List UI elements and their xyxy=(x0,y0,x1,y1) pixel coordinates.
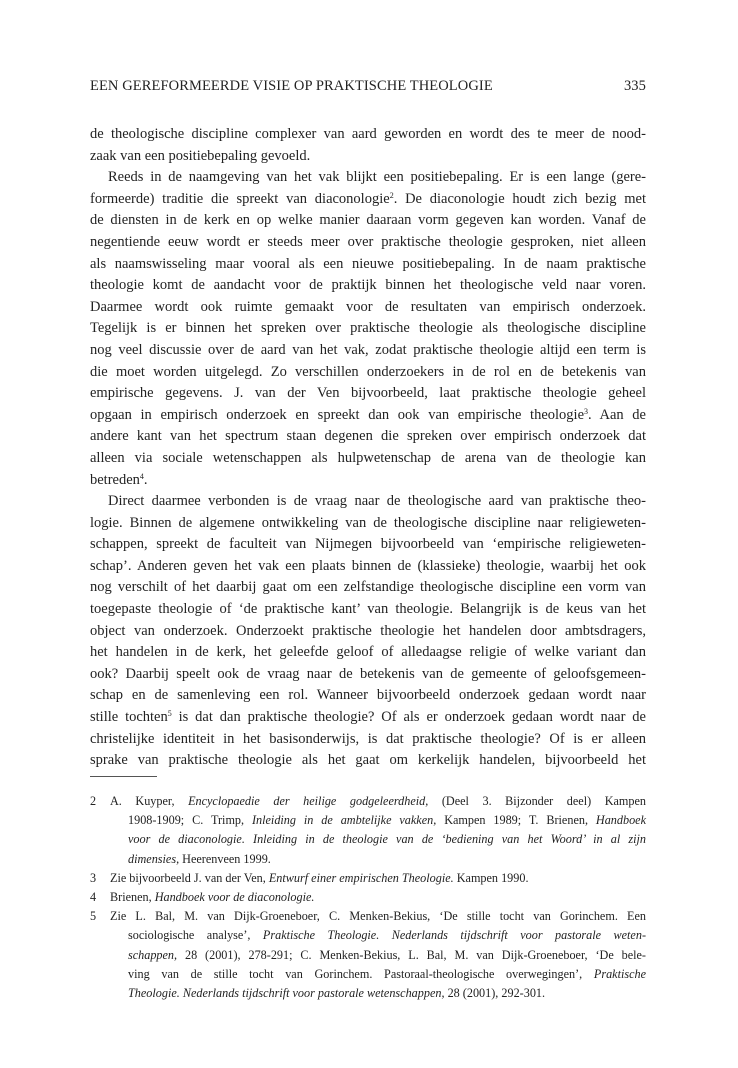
body-line: sprake van praktische theologie als het gaat om kerkelijk handelen, bijvoorbeeld het xyxy=(90,752,646,769)
body-line: het handelen in de kerk, het geleefde geloof of alledaagse religie of welke variant dan xyxy=(90,644,646,661)
body-line: object van onderzoek. Onderzoekt praktische theologie het handelen door ambtsdragers, xyxy=(90,622,646,639)
body-text xyxy=(90,124,646,772)
body-line: betreden$^4$. xyxy=(90,471,148,488)
body-line: ook? Daarbij speelt ook de vraag naar de betekenis van de gemeente of geloofsgemeen- xyxy=(90,665,646,682)
footnote-text: A. Kuyper, Encyclopaedie der heilige godgeleerdheid, (Deel 3. Bijzonder deel) Kampen xyxy=(110,794,646,808)
footnote-ref: 5 xyxy=(167,709,172,719)
body-line: schap’. Anderen geven het vak een plaats binnen de (klassieke) theologie, waarbij het ook xyxy=(90,557,646,574)
footnote-line xyxy=(90,888,646,907)
footnote-text: Theologie. Nederlands tijdschrift voor pastorale wetenschappen, 28 (2001), 292-301. xyxy=(128,985,546,1000)
footnote-text: voor de diaconologie. Inleiding in de theologie van de ‘bediening van het Woord’ in al zijn xyxy=(128,832,646,847)
body-line: empirische gegevens. J. van der Ven bijvoorbeeld, laat praktische theologie geheel xyxy=(90,385,646,402)
footnote-ref: 3 xyxy=(584,406,589,416)
footnote-line xyxy=(90,907,646,926)
footnote-line xyxy=(90,792,646,811)
body-line: Tegelijk is er binnen het spreken over praktische theologie als theologische discipline xyxy=(90,320,646,337)
footnote-line xyxy=(90,965,646,984)
running-head xyxy=(90,78,646,98)
page-number: 335 xyxy=(623,78,646,94)
body-line: schappen, spreekt de faculteit van Nijmegen bijvoorbeeld van ‘empirische religieweten- xyxy=(90,536,646,553)
body-line: christelijke identiteit in het basisonderwijs, is dat praktische theologie? Of is er alleen xyxy=(90,730,646,747)
body-line: negentiende eeuw wordt er steeds meer over praktische theologie gesproken, niet alleen xyxy=(90,233,646,250)
body-line: Direct daarmee verbonden is de vraag naar de theologische aard van praktische theo- xyxy=(108,493,646,510)
footnote-number: 4 xyxy=(90,889,97,904)
body-line: Reeds in de naamgeving van het vak blijkt een positiebepaling. Er is een lange (gere- xyxy=(108,169,646,186)
footnote-number: 5 xyxy=(90,909,97,924)
body-line: alleen via sociale wetenschappen als hulpwetenschap de arena van de theologie kan xyxy=(90,449,646,466)
running-title: EEN GEREFORMEERDE VISIE OP PRAKTISCHE THEOLOGIE xyxy=(90,78,493,94)
footnote-ref: 4 xyxy=(139,471,144,481)
footnote-line xyxy=(90,926,646,945)
body-line: schap en de samenleving een rol. Wanneer bijvoorbeeld onderzoek gedaan wordt naar xyxy=(90,687,646,704)
footnote-text: ving van de stille tocht van Gorinchem. Pastoraal-theologische overwegingen’, Praktische xyxy=(128,966,646,981)
footnote-line xyxy=(90,830,646,849)
body-line: nog veel discussie over de aard van het vak, zodat praktische theologie altijd een term is xyxy=(90,341,646,358)
footnote-text: 1908-1909; C. Trimp, Inleiding in de ambtelijke vakken, Kampen 1989; T. Brienen, Handboek xyxy=(128,813,646,828)
footnote-text: Zie bijvoorbeeld J. van der Ven, Entwurf einer empirischen Theologie. Kampen 1990. xyxy=(110,870,529,885)
body-line: stille tochten$^5$ is dat dan praktische theologie? Of als er onderzoek gedaan wordt naar de xyxy=(90,709,646,726)
footnote-text: Brienen, Handboek voor de diaconologie. xyxy=(110,889,315,904)
footnote-ref: 2 xyxy=(389,190,394,200)
footnote-line xyxy=(90,984,646,1003)
body-line: Daarmee wordt ook ruimte gemaakt voor de resultaten van empirisch onderzoek. xyxy=(90,298,646,315)
footnote-line xyxy=(90,946,646,965)
footnote-text: sociologische analyse’, Praktische Theologie. Nederlands tijdschrift voor pastorale weten- xyxy=(128,928,646,943)
body-line: opgaan in empirisch onderzoek en spreekt dan ook van empirische theologie$^3$. Aan de xyxy=(90,406,646,423)
footnote-text: Zie L. Bal, M. van Dijk-Groeneboer, C. Menken-Bekius, ‘De stille tocht van Gorinchem. Een xyxy=(110,909,646,924)
footnote-text: dimensies, Heerenveen 1999. xyxy=(128,851,271,866)
footnote-line xyxy=(90,850,646,869)
body-line: de theologische discipline complexer van aard geworden en wordt des te meer de nood- xyxy=(90,126,646,142)
body-line: nog verschilt of het daarbij gaat om een zelfstandige theologische discipline een vorm van xyxy=(90,579,646,596)
footnote-text: schappen, 28 (2001), 278-291; C. Menken-Bekius, L. Bal, M. van Dijk-Groeneboer, ‘De bele- xyxy=(128,947,646,962)
body-line: logie. Binnen de algemene ontwikkeling van de theologische discipline naar religieweten- xyxy=(90,514,646,531)
footnotes xyxy=(90,792,646,1003)
body-line: de diensten in de kerk en op welke manier daaraan vorm gegeven kan worden. Vanaf de xyxy=(90,212,646,229)
body-line: als naamswisseling maar vooral als een nieuwe positiebepaling. In de naam praktische xyxy=(90,255,646,272)
footnote-rule xyxy=(90,776,157,777)
footnote-line xyxy=(90,869,646,888)
body-line: toegepaste theologie of ‘de praktische kant’ van theologie. Belangrijk is de keus van het xyxy=(90,601,646,618)
body-line: andere kant van het spectrum staan degenen die spreken over empirisch onderzoek dat xyxy=(90,428,646,445)
footnote-number: 2 xyxy=(90,794,97,808)
body-line: theologie komt de aandacht voor de praktijk binnen het theologische veld naar voren. xyxy=(90,277,646,294)
footnote-number: 3 xyxy=(90,870,97,885)
footnote-line xyxy=(90,811,646,830)
body-line: zaak van een positiebepaling gevoeld. xyxy=(90,147,311,164)
body-line: formeerde) traditie die spreekt van diaconologie$^2$. De diaconologie houdt zich bezig met xyxy=(90,190,646,207)
body-line: die moet worden uitgelegd. Zo verschillen onderzoekers in de rol en de betekenis van xyxy=(90,363,646,380)
